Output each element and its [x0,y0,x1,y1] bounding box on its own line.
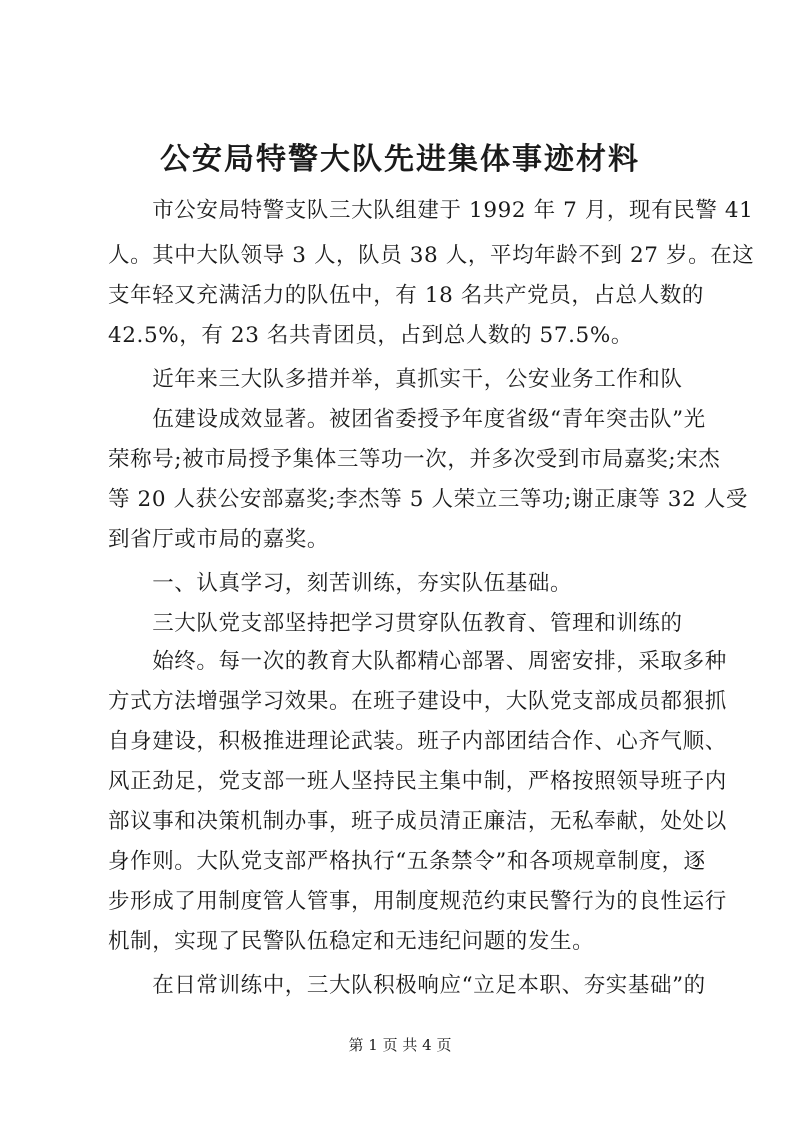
document-title: 公安局特警大队先进集体事迹材料 [160,142,640,177]
body-line: 等 20 人获公安部嘉奖;李杰等 5 人荣立三等功;谢正康等 32 人受 [108,487,748,512]
body-line: 风正劲足，党支部一班人坚持民主集中制，严格按照领导班子内 [108,769,727,794]
body-line: 方式方法增强学习效果。在班子建设中，大队党支部成员都狠抓 [108,689,727,714]
body-line: 近年来三大队多措并举，真抓实干，公安业务工作和队 [108,367,683,392]
page-number-footer: 第 1 页 共 4 页 [348,1036,452,1054]
body-line: 荣称号;被市局授予集体三等功一次，并多次受到市局嘉奖;宋杰 [108,447,721,472]
body-line: 步形成了用制度管人管事，用制度规范约束民警行为的良性运行 [108,889,727,914]
section-heading: 一、认真学习，刻苦训练，夯实队伍基础。 [108,571,573,596]
body-line: 始终。每一次的教育大队都精心部署、周密安排，采取多种 [108,649,727,674]
body-line: 部议事和决策机制办事，班子成员清正廉洁，无私奉献，处处以 [108,809,727,834]
body-line: 伍建设成效显著。被团省委授予年度省级“青年突击队”光 [108,407,706,432]
body-line: 市公安局特警支队三大队组建于 1992 年 7 月，现有民警 41 [108,198,754,223]
body-line: 机制，实现了民警队伍稳定和无违纪问题的发生。 [108,929,595,954]
body-line: 身作则。大队党支部严格执行“五条禁令”和各项规章制度，逐 [108,849,706,874]
body-line: 三大队党支部坚持把学习贯穿队伍教育、管理和训练的 [108,611,683,636]
body-line: 自身建设，积极推进理论武装。班子内部团结合作、心齐气顺、 [108,729,727,754]
body-line: 支年轻又充满活力的队伍中，有 18 名共产党员，占总人数的 [108,283,704,308]
body-line: 到省厅或市局的嘉奖。 [108,527,330,552]
body-line: 人。其中大队领导 3 人，队员 38 人，平均年龄不到 27 岁。在这 [108,243,755,268]
body-line: 在日常训练中，三大队积极响应“立足本职、夯实基础”的 [108,973,706,998]
body-line: 42.5%，有 23 名共青团员，占到总人数的 57.5%。 [108,323,633,348]
